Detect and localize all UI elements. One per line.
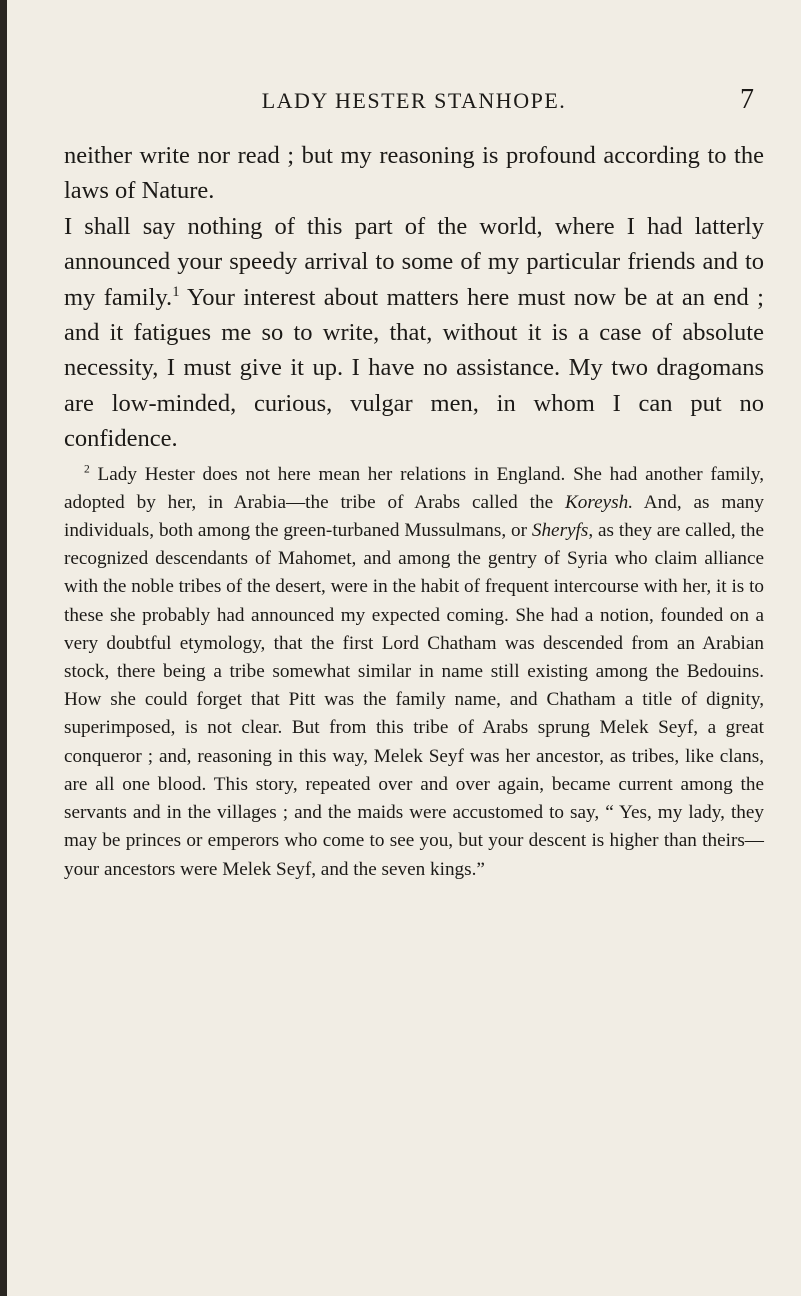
footnote-text-1: Lady Hester does not here mean her relations in England. She had another family, adopted by her, in Arabia—the tribe of Arabs called the bbox=[64, 463, 764, 513]
footnote bbox=[64, 461, 764, 884]
footnote-text bbox=[64, 461, 764, 884]
footnote-italic-sheryfs: Sheryfs bbox=[531, 520, 589, 542]
footnote-marker: 2 bbox=[84, 463, 90, 476]
paragraph-1: neither write nor read ; but my reasoning is profound according to the laws of Nature. bbox=[64, 142, 764, 205]
page-number: 7 bbox=[740, 84, 754, 115]
footnote-text-2: And, as many individuals, both among the green-turbaned Mussulmans, or bbox=[64, 491, 764, 542]
paragraph-2-part-2: Your interest about matters here must now be at an end ; and it fatigues me so to write, that, without it is a case of absolute necessity, I must give it up. I have no assistance. My two dragomans are low-minded, curious, vulgar men, in whom I can put no confidence. bbox=[64, 283, 764, 453]
page-header bbox=[64, 84, 764, 124]
main-text bbox=[64, 138, 764, 457]
footnote-reference: 1 bbox=[172, 283, 180, 300]
footnote-italic-koreysh: Koreysh. bbox=[564, 491, 633, 513]
footnote-text-3: , as they are called, the recognized descendants of Mahomet, and among the gentry of Syria who claim alliance with the noble tribes of the desert, were in the habit of frequent intercourse with her, it is to these she probably had announced my expected coming. She had a notion, founded on a very doubtful etymology, that the first Lord Chatham was descended from an Arabian stock, there being a tribe somewhat similar in name still existing among the Bedouins. How she could forget that Pitt was the family name, and Chatham a title of dignity, superimposed, is not clear. But from this tribe of Arabs sprung Melek Seyf, a great conqueror ; and, reasoning in this way, Melek Seyf was her ancestor, as tribes, like clans, are all one blood. This story, repeated over and over again, became current among the servants and in the villages ; and the maids were accustomed to say, “ Yes, my lady, they may be princes or emperors who come to see you, but your descent is higher than theirs—your ancestors were Melek Seyf, and the seven kings.” bbox=[64, 520, 764, 880]
paragraph-2 bbox=[64, 209, 764, 457]
book-page bbox=[64, 84, 764, 884]
paragraph-2-part-1: I shall say nothing of this part of the world, where I had latterly announced your speedy arrival to some of my particular friends and to my family. bbox=[64, 212, 764, 311]
running-head: LADY HESTER STANHOPE. bbox=[261, 88, 567, 113]
page-binding-edge bbox=[0, 0, 7, 1296]
